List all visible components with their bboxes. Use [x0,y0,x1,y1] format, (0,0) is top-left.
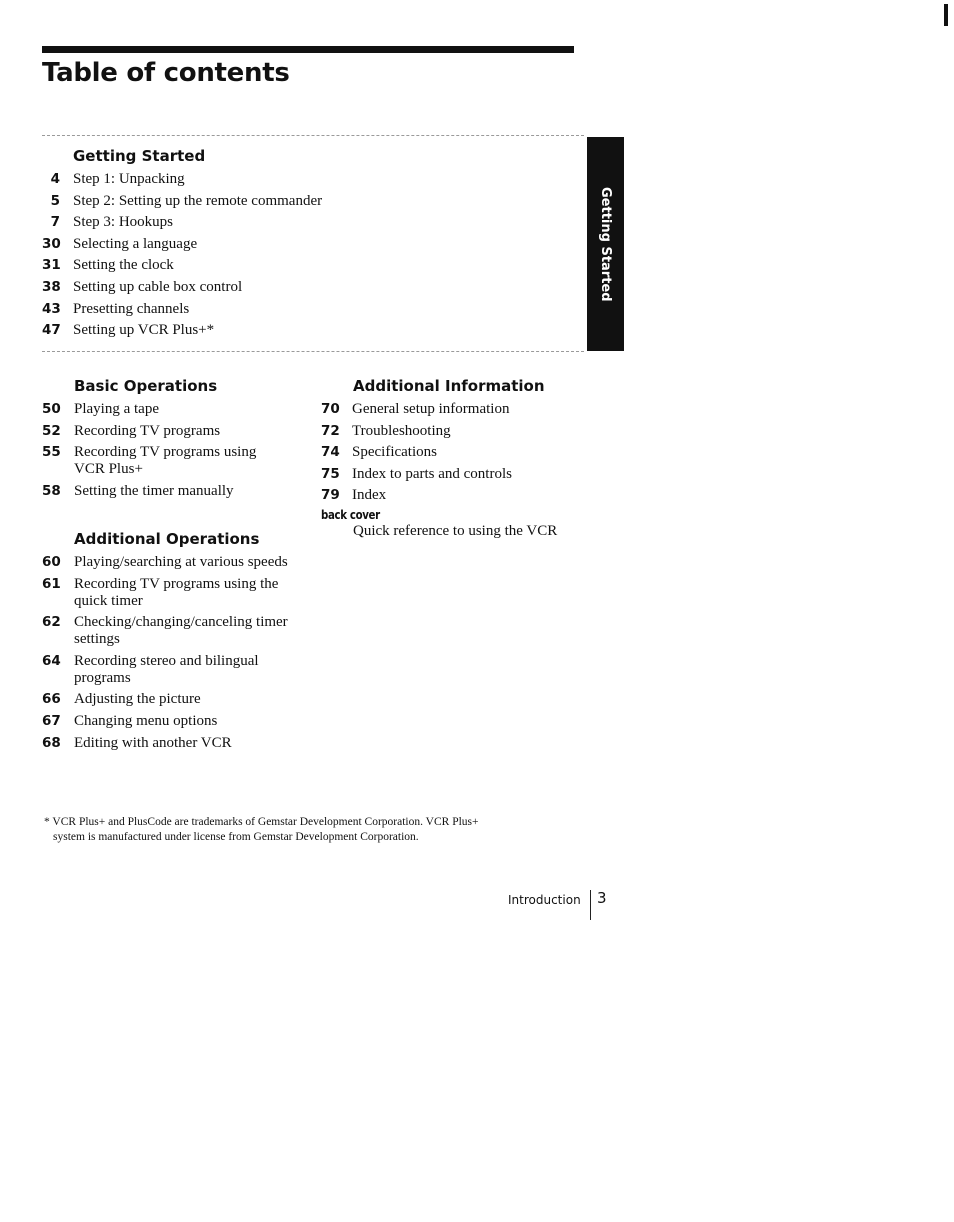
page-number: 58 [42,482,61,499]
page-number: 79 [321,487,340,504]
entry-title: Playing/searching at various speeds [74,554,288,570]
getting-started-section [42,145,582,339]
toc-entry[interactable] [42,301,582,318]
toc-entry[interactable] [321,466,586,483]
entry-title: Index to parts and controls [352,465,512,482]
page-number: 74 [321,444,340,461]
entry-title: Setting the timer manually [74,482,234,499]
page-number: 4 [50,171,60,187]
toc-entry[interactable] [321,401,586,418]
entry-title: Changing menu options [74,712,218,729]
entry-title: Recording TV programs using the quick timer [74,575,279,609]
section-divider-top [42,135,584,136]
footnote-line-1: * VCR Plus+ and PlusCode are trademarks of Gemstar Development Corporation. VCR Plus+ [44,816,479,828]
trademark-footnote [44,815,584,845]
toc-entry[interactable] [42,401,287,418]
footnote-line-2: system is manufactured under license from Gemstar Development Corporation. [53,831,419,843]
entry-title: Index [352,487,387,504]
entry-title: Recording TV programs using VCR Plus+ [74,444,257,478]
footer-section-label: Introduction [508,893,581,907]
entry-title: Setting up VCR Plus+* [73,322,215,339]
page-number: 47 [42,322,61,339]
page-number: 30 [42,235,61,252]
toc-entry[interactable] [42,444,287,478]
toc-entry[interactable] [42,691,300,708]
entry-title: Selecting a language [73,235,198,252]
toc-entry[interactable] [42,236,582,253]
page-number: 75 [321,465,340,482]
toc-entry[interactable] [42,614,300,648]
page-number: 66 [42,691,61,708]
entry-title: Checking/changing/canceling timer settings [74,614,288,648]
page-title: Table of contents [42,58,290,88]
toc-entry[interactable] [42,554,300,571]
entry-title: Recording stereo and bilingual programs [74,652,259,686]
title-rule [42,46,574,53]
toc-entry[interactable] [42,653,300,687]
entry-title: Setting the clock [73,257,174,274]
page-number: 64 [42,652,61,669]
side-tab-label: Getting Started [598,186,613,302]
entry-title: Step 2: Setting up the remote commander [73,192,323,209]
section-heading: Basic Operations [74,377,218,395]
toc-entry[interactable] [42,257,582,274]
page-number: 61 [42,575,61,592]
entry-title: Setting up cable box control [73,278,243,295]
toc-entry[interactable] [42,279,582,296]
entry-title: General setup information [352,401,510,417]
page-number: 38 [42,278,61,295]
toc-entry[interactable] [321,487,586,504]
page-number: 67 [42,712,61,729]
page-number: 72 [321,422,340,439]
toc-entry[interactable] [42,171,582,188]
toc-entry[interactable] [321,444,586,461]
entry-title: Adjusting the picture [74,691,201,708]
additional-operations-section [42,528,300,752]
page-number: 31 [42,257,61,274]
toc-entry[interactable] [42,423,287,440]
entry-title: Recording TV programs [74,422,221,439]
toc-entry[interactable] [42,322,582,339]
footer-separator [590,890,591,920]
page-number: 62 [42,614,61,631]
side-tab [587,137,624,351]
entry-title: Playing a tape [74,401,159,417]
section-heading: Additional Information [353,377,545,395]
section-heading: Additional Operations [74,530,260,548]
toc-entry[interactable] [42,576,300,610]
back-cover-entry[interactable]: Quick reference to using the VCR [353,523,558,540]
section-heading: Getting Started [73,147,206,165]
section-divider-bottom [42,351,584,352]
entry-title: Step 1: Unpacking [73,171,185,187]
back-cover-label: back cover [321,508,380,523]
footer-page-number: 3 [597,889,607,907]
toc-entry[interactable] [42,735,300,752]
page-number: 50 [42,401,61,417]
basic-operations-section [42,375,287,500]
entry-title: Specifications [352,444,437,461]
page-number: 43 [42,300,61,317]
page-number: 60 [42,554,61,570]
page-number: 55 [42,444,61,461]
entry-title: Step 3: Hookups [73,214,174,231]
corner-mark [944,4,948,26]
page-number: 68 [42,734,61,751]
entry-title: Presetting channels [73,300,190,317]
toc-entry[interactable] [321,423,586,440]
page-number: 5 [50,192,60,209]
page-number: 52 [42,422,61,439]
toc-entry[interactable] [42,713,300,730]
toc-entry[interactable] [42,483,287,500]
entry-title: Editing with another VCR [74,734,232,751]
entry-title: Troubleshooting [352,422,451,439]
additional-information-section [321,375,586,540]
toc-entry[interactable] [42,214,582,231]
page-number: 7 [50,214,60,231]
toc-entry[interactable] [42,193,582,210]
page-number: 70 [321,401,340,417]
